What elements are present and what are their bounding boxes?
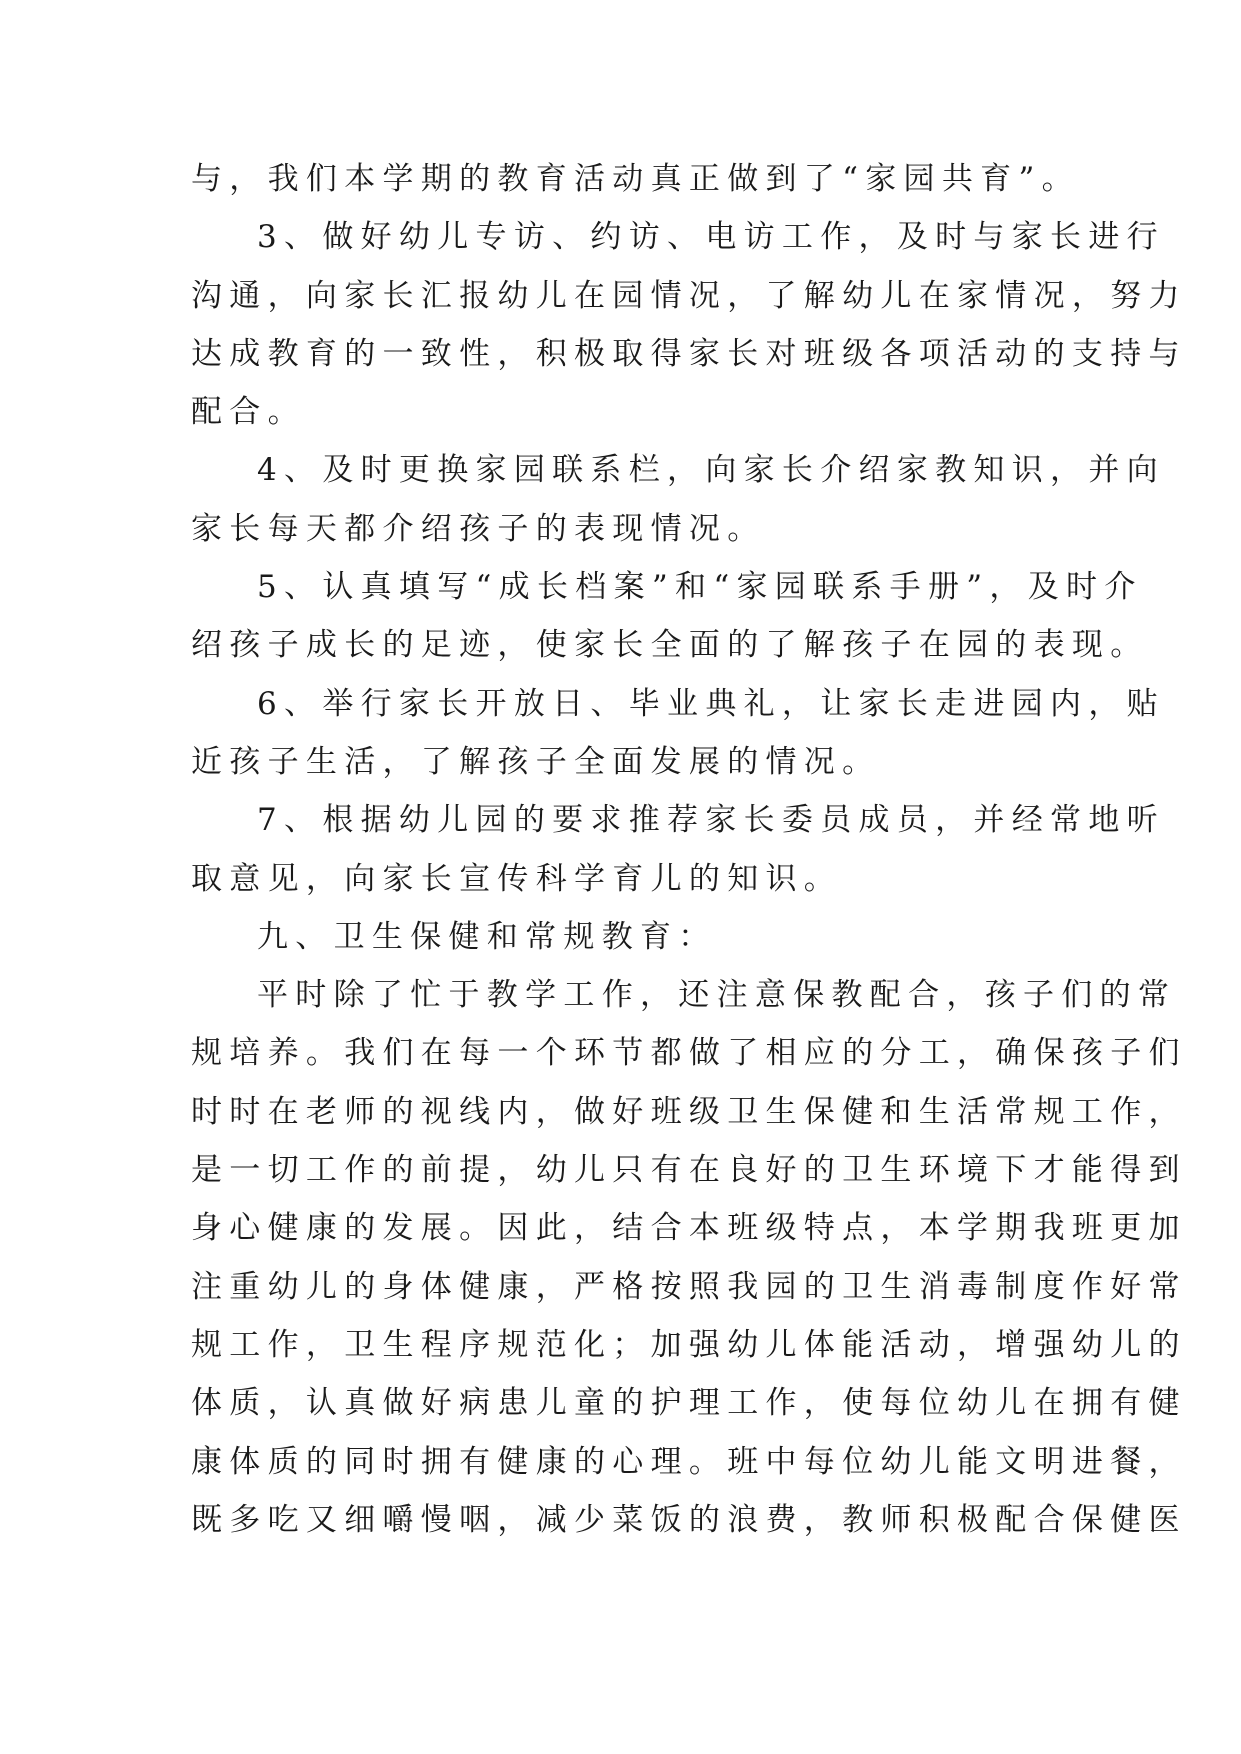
text-line: 4、及时更换家园联系栏，向家长介绍家教知识，并向 [257, 452, 1165, 489]
text-line: 配合。 [191, 394, 306, 431]
text-line: 体质，认真做好病患儿童的护理工作，使每位幼儿在拥有健 [191, 1385, 1187, 1422]
body-text [191, 150, 1187, 1549]
text-line: 规工作，卫生程序规范化；加强幼儿体能活动，增强幼儿的 [191, 1326, 1187, 1363]
text-line: 身心健康的发展。因此，结合本班级特点，本学期我班更加 [191, 1210, 1187, 1247]
text-line: 取意见，向家长宣传科学育儿的知识。 [191, 860, 843, 897]
text-line: 近孩子生活，了解孩子全面发展的情况。 [191, 743, 881, 780]
text-line: 是一切工作的前提，幼儿只有在良好的卫生环境下才能得到 [191, 1152, 1187, 1189]
text-line: 3、做好幼儿专访、约访、电访工作，及时与家长进行 [257, 219, 1165, 256]
text-line: 平时除了忙于教学工作，还注意保教配合，孩子们的常 [257, 977, 1177, 1014]
section-heading: 九、卫生保健和常规教育： [257, 918, 717, 955]
text-line: 康体质的同时拥有健康的心理。班中每位幼儿能文明进餐， [191, 1443, 1187, 1480]
text-line: 注重幼儿的身体健康，严格按照我园的卫生消毒制度作好常 [191, 1268, 1187, 1305]
text-line: 绍孩子成长的足迹，使家长全面的了解孩子在园的表现。 [191, 627, 1149, 664]
text-line: 家长每天都介绍孩子的表现情况。 [191, 510, 766, 547]
text-line: 6、举行家长开放日、毕业典礼，让家长走进园内，贴 [257, 685, 1165, 722]
text-line: 与，我们本学期的教育活动真正做到了“家园共育”。 [191, 161, 1080, 197]
text-line: 沟通，向家长汇报幼儿在园情况，了解幼儿在家情况，努力 [191, 277, 1187, 314]
text-line: 规培养。我们在每一个环节都做了相应的分工，确保孩子们 [191, 1035, 1187, 1072]
text-line: 时时在老师的视线内，做好班级卫生保健和生活常规工作， [191, 1093, 1187, 1130]
text-line: 达成教育的一致性，积极取得家长对班级各项活动的支持与 [191, 335, 1187, 372]
text-line: 既多吃又细嚼慢咽，减少菜饭的浪费，教师积极配合保健医 [191, 1501, 1187, 1538]
text-line: 7、根据幼儿园的要求推荐家长委员成员，并经常地听 [257, 802, 1165, 839]
text-line: 5、认真填写“成长档案”和“家园联系手册”，及时介 [257, 569, 1143, 606]
